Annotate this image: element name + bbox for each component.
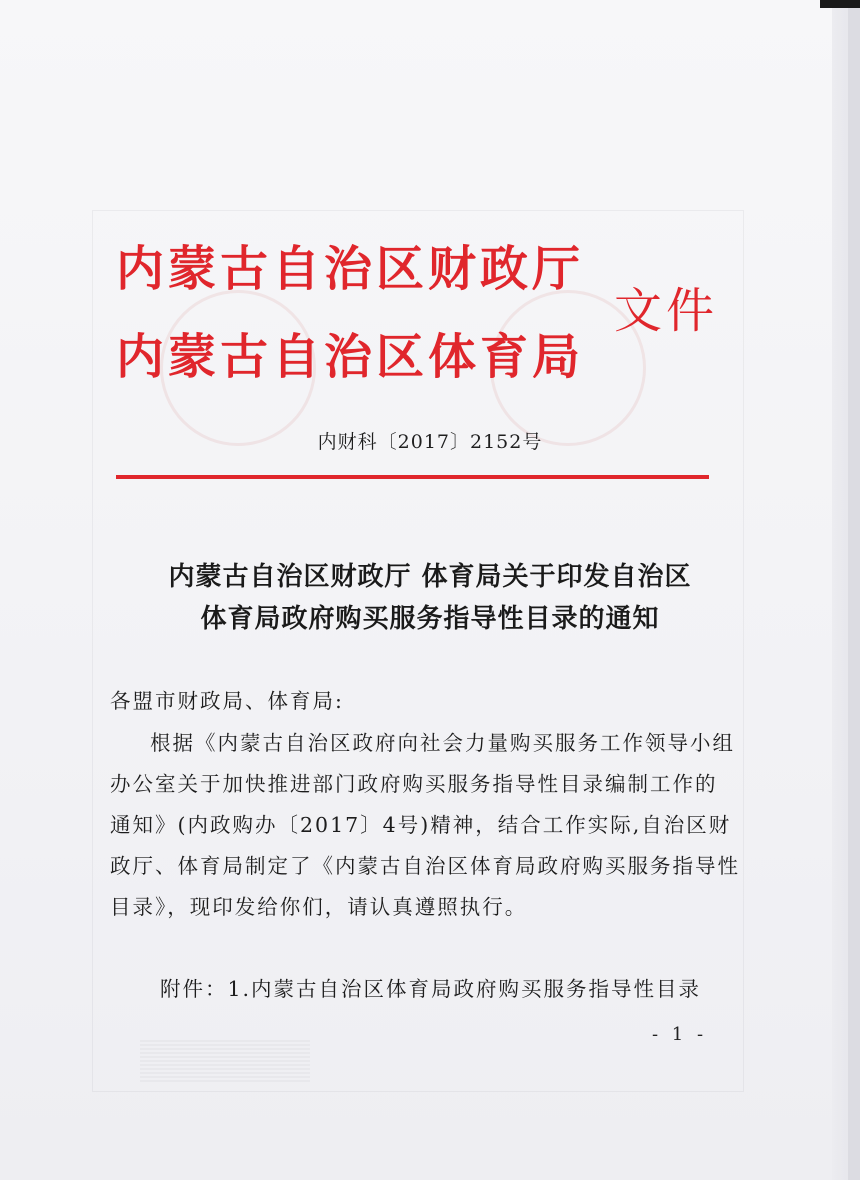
document-title-line-1: 内蒙古自治区财政厅 体育局关于印发自治区 [168, 562, 692, 592]
body-line: 政厅、体育局制定了《内蒙古自治区体育局政府购买服务指导性 [110, 854, 740, 878]
document-title-line-2: 体育局政府购买服务指导性目录的通知 [200, 604, 660, 634]
body-line: 根据《内蒙古自治区政府向社会力量购买服务工作领导小组 [150, 731, 735, 755]
body-line: 办公室关于加快推进部门政府购买服务指导性目录编制工作的 [110, 772, 718, 796]
issuing-org-finance: 内蒙古自治区财政厅 [116, 241, 585, 297]
body-line: 通知》(内政购办〔2017〕4号)精神，结合工作实际,自治区财 [110, 813, 732, 837]
page-number: - 1 - [652, 1024, 708, 1045]
document-type-label: 文件 [614, 283, 719, 339]
scan-corner-mark [820, 0, 860, 8]
issuing-org-sports: 内蒙古自治区体育局 [116, 329, 585, 385]
body-line: 目录》，现印发给你们，请认真遵照执行。 [110, 895, 528, 919]
attachment-line: 附件：1.内蒙古自治区体育局政府购买服务指导性目录 [160, 977, 702, 1001]
document-number: 内财科〔2017〕2152号 [317, 431, 543, 453]
red-separator-line [116, 475, 709, 479]
bleed-through-smudge [140, 1040, 310, 1082]
salutation: 各盟市财政局、体育局: [110, 689, 344, 713]
